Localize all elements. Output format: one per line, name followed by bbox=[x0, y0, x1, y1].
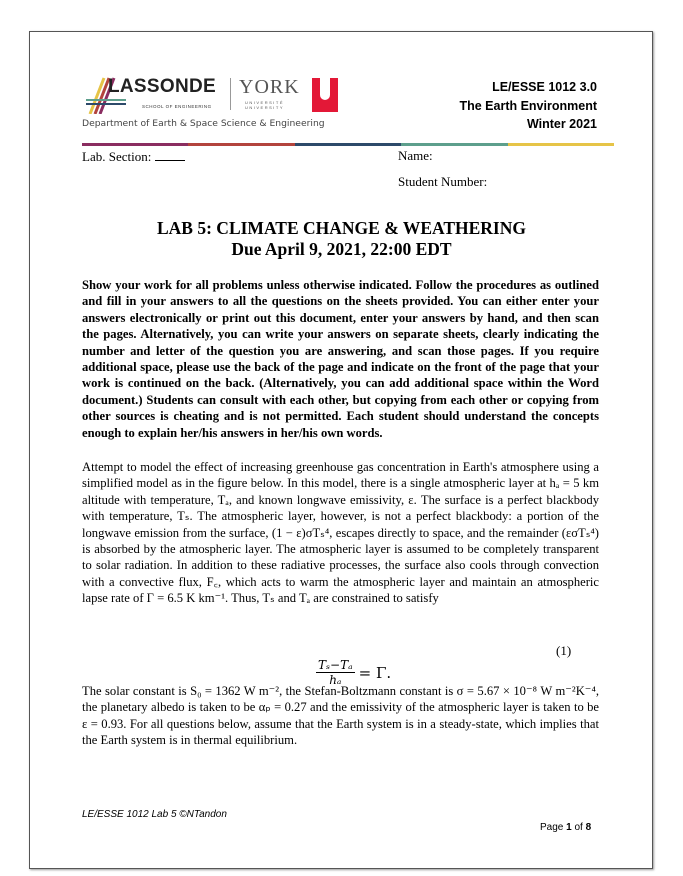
york-wordmark: YORK bbox=[239, 76, 300, 98]
course-term: Winter 2021 bbox=[526, 117, 597, 131]
lab-title: LAB 5: CLIMATE CHANGE & WEATHERING bbox=[157, 218, 526, 238]
department-name: Department of Earth & Space Science & Engineering bbox=[82, 118, 325, 129]
equation-number: (1) bbox=[556, 643, 572, 658]
color-bar-segment bbox=[401, 143, 507, 146]
lab-section-blank[interactable] bbox=[155, 148, 185, 161]
color-bar-segment bbox=[82, 143, 188, 146]
lassonde-york-logo bbox=[82, 76, 342, 132]
lassonde-subtitle: SCHOOL OF ENGINEERING bbox=[142, 104, 212, 109]
page-label: Page bbox=[540, 822, 564, 833]
constants-paragraph: The solar constant is S₀ = 1362 W m⁻², the Stefan-Boltzmann constant is σ = 5.67 × 10⁻⁸ W m⁻²K⁻⁴, the planetary albedo is taken to be αₚ = 0.27 and the emissivity of the atmospheric layer is taken to be ε = 0.93. For all questions below, assume that the Earth system is in a steady-state, which implies that the Earth system is in thermal equilibrium. bbox=[82, 684, 599, 748]
course-name: The Earth Environment bbox=[459, 98, 597, 113]
page-indicator bbox=[540, 822, 591, 833]
instructions-paragraph: Show your work for all problems unless otherwise indicated. Follow the procedures as outlined and fill in your answers to all the questions on the sheets provided. You can either enter your answers electronically or print out this document, enter your answers by hand, and then scan the pages. Alternatively, you can write your answers on separate sheets, clearly indicating the number and letter of the question you are answering, and scan those pages. If you require additional space, please use the back of the page and indicate on the front of the page that your work is continued on the back. (Alternatively, you can add additional space within the Word document.) Students can consult with each other, but copying from each other or copying from other sources is cheating and is not permitted. Each student should understand the concepts enough to explain her/his answers in her/his own words. bbox=[82, 278, 599, 440]
lassonde-wordmark: LASSONDE bbox=[108, 76, 216, 97]
color-bar-segment bbox=[508, 143, 614, 146]
equation-denominator: hₐ bbox=[329, 673, 342, 687]
color-bar-segment bbox=[188, 143, 294, 146]
lab-section-field[interactable] bbox=[82, 148, 185, 165]
course-code: LE/ESSE 1012 3.0 bbox=[492, 80, 597, 94]
course-info bbox=[459, 78, 597, 134]
intro-paragraph: Attempt to model the effect of increasing greenhouse gas concentration in Earth's atmosphere using a simplified model as in the figure below. In this model, there is a single atmospheric layer at hₐ = 5 km altitude with temperature, Tₐ, and known longwave emissivity, ε. The surface is a perfect blackbody with temperature, Tₛ. The atmospheric layer, however, is not a perfect blackbody: a portion of the longwave emission from the surface, (1 − ε)σTₛ⁴, escapes directly to space, and the remainder (εσTₛ⁴) is absorbed by the atmospheric layer. The atmospheric layer is assumed to be completely transparent to solar radiation. In addition to these radiative processes, the surface also cools through convection with a convective flux, F꜀, which acts to warm the atmospheric layer and maintain an atmospheric lapse rate of Γ = 6.5 K km⁻¹. Thus, Tₛ and Tₐ are constrained to satisfy bbox=[82, 460, 599, 606]
logo-divider bbox=[230, 78, 231, 110]
name-label: Name: bbox=[398, 148, 433, 163]
page-of: of bbox=[574, 822, 583, 833]
equation-numerator: Tₛ−Tₐ bbox=[318, 658, 353, 672]
footer-course-label: LE/ESSE 1012 Lab 5 ©NTandon bbox=[82, 809, 227, 820]
york-u-icon bbox=[312, 78, 338, 112]
equation-rhs: = Γ. bbox=[358, 663, 392, 682]
color-bar bbox=[82, 143, 614, 146]
page-total: 8 bbox=[585, 822, 592, 833]
york-subtitle: UNIVERSITÉ UNIVERSITY bbox=[245, 100, 285, 110]
due-date: Due April 9, 2021, 22:00 EDT bbox=[231, 239, 452, 259]
color-bar-segment bbox=[295, 143, 401, 146]
lab-section-label: Lab. Section: bbox=[82, 149, 152, 164]
student-number-label: Student Number: bbox=[398, 174, 488, 189]
page-number: 1 bbox=[566, 822, 572, 833]
